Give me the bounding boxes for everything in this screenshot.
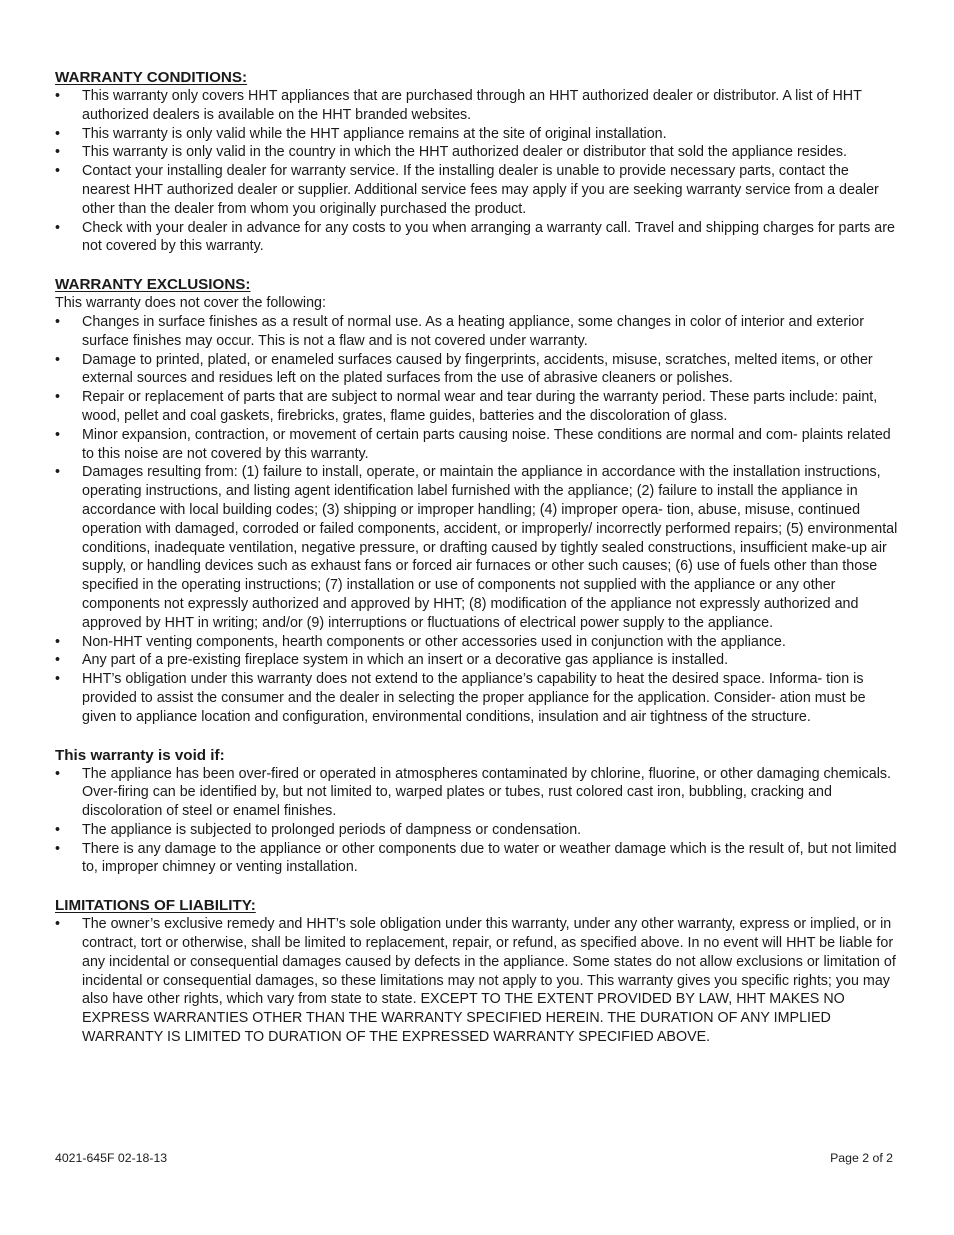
document-code: 4021-645F 02-18-13 [55, 1151, 168, 1165]
bullet-list [55, 313, 900, 727]
list-item: • Any part of a pre-existing fireplace system in which an insert or a decorative gas appliance is installed. [55, 651, 900, 670]
page-number: Page 2 of 2 [830, 1151, 893, 1165]
bullet-list [55, 915, 900, 1047]
section-limitations-of-liability [55, 896, 900, 1047]
section-intro: This warranty does not cover the following: [55, 295, 326, 312]
list-item: • This warranty is only valid while the HHT appliance remains at the site of original installation. [55, 125, 900, 144]
section-heading: WARRANTY CONDITIONS: [55, 69, 248, 86]
list-item: • HHT’s obligation under this warranty does not extend to the appliance’s capability to heat the desired space. Informa- tion is provided to assist the consumer and the dealer in selecting the proper appliance for the application. Consider- ation must be given to appliance location and configuration, environmental conditions, insulation and air tightness of the structure. [55, 670, 900, 726]
list-item: • Contact your installing dealer for warranty service. If the installing dealer is unable to provide necessary parts, contact the nearest HHT authorized dealer or supplier. Additional service fees may apply if you are seeking warranty service from a dealer other than the dealer from whom you originally purchased the product. [55, 162, 900, 218]
list-item: • Damage to printed, plated, or enameled surfaces caused by fingerprints, accidents, misuse, scratches, melted items, or other external sources and residues left on the plated surfaces from the use of abrasive cleaners or polishes. [55, 351, 900, 389]
section-heading: WARRANTY EXCLUSIONS: [55, 276, 251, 294]
list-item: • Damages resulting from: (1) failure to install, operate, or maintain the appliance in accordance with the installation instructions, operating instructions, and listing agent identification label furnished with the appliance; (2) failure to install the appliance in accordance with local building codes; (3) shipping or improper handling; (4) improper opera- tion, abuse, misuse, continued operation with damaged, corroded or failed components, accident, or improperly/ incorrectly performed repairs; (5) environmental conditions, inadequate ventilation, negative pressure, or drafting caused by tightly sealed constructions, insufficient make-up air supply, or handling devices such as exhaust fans or forced air furnaces or other such causes; (6) use of fuels other than those specified in the operating instructions; (7) installation or use of components not supplied with the appliance or any other components not expressly authorized and approved by HHT; (8) modification of the appliance not expressly authorized and approved by HHT in writing; and/or (9) interruptions or fluctuations of electrical power supply to the appliance. [55, 463, 900, 632]
section-warranty-exclusions [55, 275, 900, 726]
list-item: • This warranty is only valid in the country in which the HHT authorized dealer or distributor that sold the appliance resides. [55, 143, 900, 162]
list-item: • Non-HHT venting components, hearth components or other accessories used in conjunction with the appliance. [55, 633, 900, 652]
list-item: • This warranty only covers HHT appliances that are purchased through an HHT authorized dealer or distributor. A list of HHT authorized dealers is available on the HHT branded websites. [55, 87, 900, 125]
list-item: • Changes in surface finishes as a result of normal use. As a heating appliance, some changes in color of interior and exterior surface finishes may occur. This is not a flaw and is not covered under warranty. [55, 313, 900, 351]
section-void-conditions [55, 746, 900, 878]
page-footer [55, 1151, 893, 1165]
list-item: • Minor expansion, contraction, or movement of certain parts causing noise. These conditions are normal and com- plaints related to this noise are not covered by this warranty. [55, 426, 900, 464]
section-heading: This warranty is void if: [55, 746, 225, 764]
list-item: • The appliance is subjected to prolonged periods of dampness or condensation. [55, 821, 900, 840]
list-item: • Check with your dealer in advance for any costs to you when arranging a warranty call. Travel and shipping charges for parts are not covered by this warranty. [55, 219, 900, 257]
list-item: • The owner’s exclusive remedy and HHT’s sole obligation under this warranty, under any other warranty, express or implied, or in contract, tort or otherwise, shall be limited to replacement, repair, or refund, as specified above. In no event will HHT be liable for any incidental or consequential damages caused by defects in the appliance. Some states do not allow exclusions or limitation of incidental or consequential damages, so these limitations may not apply to you. This warranty gives you specific rights; you may also have other rights, which vary from state to state. EXCEPT TO THE EXTENT PROVIDED BY LAW, HHT MAKES NO EXPRESS WARRANTIES OTHER THAN THE WARRANTY SPECIFIED HEREIN. THE DURATION OF ANY IMPLIED WARRANTY IS LIMITED TO DURATION OF THE EXPRESSED WARRANTY SPECIFIED ABOVE. [55, 915, 900, 1047]
section-warranty-conditions [55, 68, 900, 256]
bullet-list [55, 765, 900, 878]
section-heading: LIMITATIONS OF LIABILITY: [55, 897, 256, 915]
list-item: • Repair or replacement of parts that are subject to normal wear and tear during the warranty period. These parts include: paint, wood, pellet and coal gaskets, firebricks, grates, flame guides, batteries and the discoloration of glass. [55, 388, 900, 426]
list-item: • The appliance has been over-fired or operated in atmospheres contaminated by chlorine, fluorine, or other damaging chemicals. Over-firing can be identified by, but not limited to, warped plates or tubes, rust colored cast iron, bubbling, cracking and discoloration of steel or enamel finishes. [55, 765, 900, 821]
document-body [55, 68, 900, 1066]
bullet-list [55, 87, 900, 256]
list-item: • There is any damage to the appliance or other components due to water or weather damage which is the result of, but not limited to, improper chimney or venting installation. [55, 840, 900, 878]
